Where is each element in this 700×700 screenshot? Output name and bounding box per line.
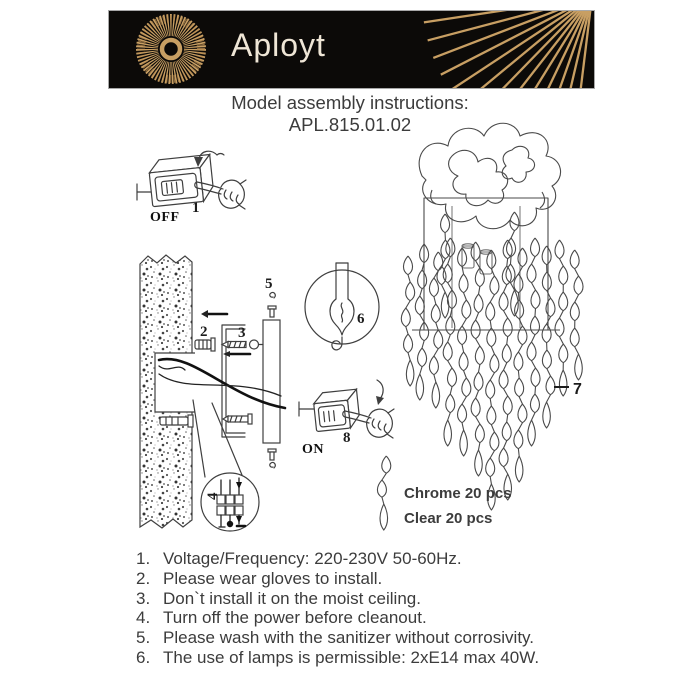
step-number: 2 xyxy=(200,324,208,340)
instruction-item xyxy=(136,648,606,668)
parts-clear: Clear 20 pcs xyxy=(404,510,493,527)
instruction-number: 3. xyxy=(136,588,151,608)
off-label: OFF xyxy=(150,210,180,225)
instruction-text: Turn off the power before cleanout. xyxy=(163,608,427,628)
brand-banner xyxy=(108,10,595,89)
diagram-bulb xyxy=(300,255,392,365)
lower-screw-icon xyxy=(223,414,252,424)
model-number: APL.815.01.02 xyxy=(288,114,412,135)
lower-anchor-icon xyxy=(160,415,193,427)
sunburst-logo-icon xyxy=(127,11,217,88)
mounting-plate-icon xyxy=(263,292,280,468)
parts-chrome: Chrome 20 pcs xyxy=(404,485,512,502)
instruction-item xyxy=(136,628,606,648)
chandelier-icon xyxy=(401,123,583,510)
instruction-text: The use of lamps is permissible: 2xE14 max 40W. xyxy=(163,647,540,667)
wall-section-icon xyxy=(140,255,195,528)
screw-icon xyxy=(222,340,263,357)
instruction-number: 6. xyxy=(136,647,151,667)
instruction-number: 4. xyxy=(136,608,151,628)
step-number: 7 xyxy=(573,381,582,398)
step-number: 6 xyxy=(357,311,365,327)
diagram-switch-on xyxy=(293,373,405,458)
instruction-item xyxy=(136,608,606,628)
instruction-item xyxy=(136,569,606,589)
page-title: Model assembly instructions: xyxy=(231,92,469,113)
step-number: 1 xyxy=(192,200,200,216)
instruction-number: 5. xyxy=(136,628,151,648)
diagram-switch-off xyxy=(133,142,268,237)
banner-rays-icon xyxy=(394,11,594,88)
junction-recess xyxy=(155,353,195,412)
step-number: 8 xyxy=(343,430,351,446)
instruction-text: Please wear gloves to install. xyxy=(163,568,383,588)
instruction-number: 2. xyxy=(136,568,151,588)
instruction-item xyxy=(136,549,606,569)
crystal-sample-icon xyxy=(366,450,402,550)
on-label: ON xyxy=(302,442,324,457)
brand-name: Aployt xyxy=(231,27,326,63)
switch-box-icon xyxy=(299,389,360,431)
step-number: 4 xyxy=(205,492,221,500)
instruction-text: Don`t install it on the moist ceiling. xyxy=(163,588,421,608)
instruction-text: Please wash with the sanitizer without corrosivity. xyxy=(163,628,535,648)
switch-box-icon xyxy=(137,155,214,207)
diagram-wall-mounting xyxy=(133,248,305,550)
step-number: 3 xyxy=(238,325,246,341)
parts-list xyxy=(404,481,512,531)
instructions-list xyxy=(136,549,606,668)
rotate-arrow-icon xyxy=(376,380,384,405)
step-number: 5 xyxy=(265,276,273,292)
instruction-number: 1. xyxy=(136,549,151,568)
diagram-chandelier xyxy=(392,106,600,506)
instruction-item xyxy=(136,589,606,609)
instruction-text: Voltage/Frequency: 220-230V 50-60Hz. xyxy=(163,549,462,568)
